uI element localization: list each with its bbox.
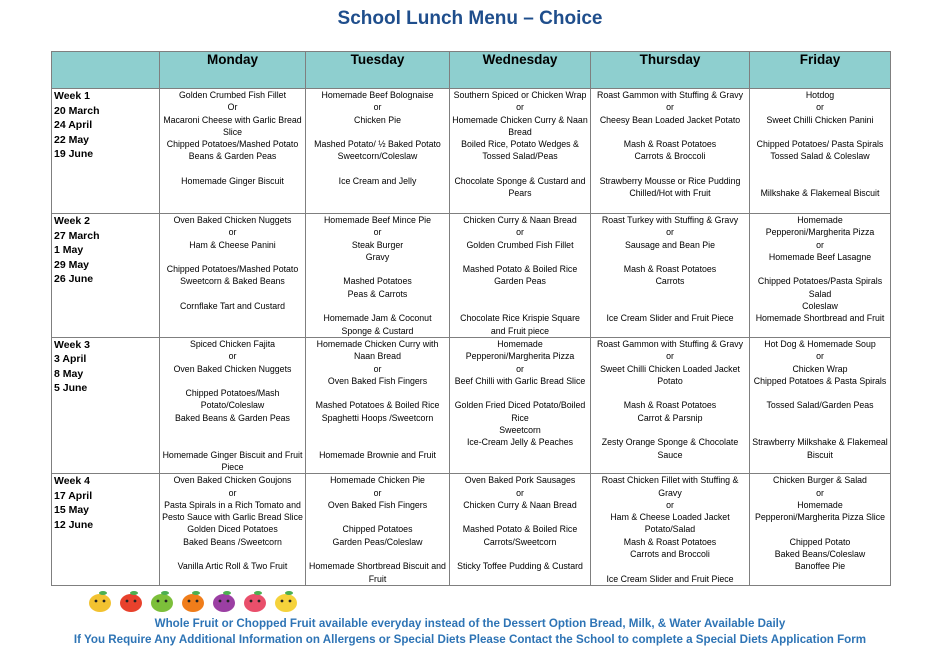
menu-line: Baked Beans/Coleslaw — [774, 549, 866, 560]
menu-line: Homemade Brownie and Fruit — [319, 449, 436, 460]
menu-line: Homemade Shortbread and Fruit — [755, 313, 885, 324]
menu-cell-monday — [160, 337, 306, 473]
menu-line — [752, 126, 888, 138]
menu-line: Oven Baked Pork Sausages — [464, 475, 576, 486]
menu-line: Oven Baked Chicken Nuggets — [173, 363, 292, 374]
menu-line: Cheesy Bean Loaded Jacket Potato — [599, 114, 741, 125]
menu-line — [593, 251, 747, 263]
menu-line: Homemade Beef Bolognaise — [321, 90, 434, 100]
menu-line: Cornflake Tart and Custard — [180, 301, 285, 312]
menu-line: Mash & Roast Potatoes — [623, 139, 717, 150]
fruit-character-icon — [89, 594, 111, 612]
week-name: Week 3 — [54, 338, 90, 351]
menu-line: Oven Baked Chicken Nuggets — [173, 215, 292, 225]
menu-line: Homemade Chicken Curry with Naan Bread — [316, 338, 439, 362]
menu-line: Chicken Pie — [354, 114, 401, 125]
menu-line — [308, 424, 447, 436]
menu-line: Ham & Cheese Panini — [189, 239, 276, 250]
week-date: 5 June — [54, 382, 88, 395]
menu-line: or — [816, 239, 824, 250]
day-header-row — [52, 52, 891, 89]
menu-cell-friday — [750, 337, 891, 473]
menu-line: Or — [227, 102, 238, 113]
menu-line — [752, 175, 888, 187]
week-date: 3 April — [54, 353, 87, 366]
menu-line — [593, 126, 747, 138]
menu-line — [452, 288, 588, 300]
fruit-eye-icon — [258, 600, 261, 603]
menu-line: or — [373, 363, 382, 374]
week-row-2 — [52, 214, 891, 338]
week-date: 22 May — [54, 133, 90, 146]
menu-body — [52, 89, 891, 586]
menu-line — [752, 163, 888, 175]
week-name: Week 4 — [54, 475, 90, 488]
fruit-leaf-icon — [161, 591, 169, 595]
week-name: Week 1 — [54, 90, 90, 102]
fruit-eye-icon — [134, 600, 137, 603]
week-date: 27 March — [54, 229, 100, 242]
menu-line: Carrot & Parsnip — [637, 412, 703, 423]
menu-line: Homemade Chicken Curry & Naan Bread — [452, 114, 588, 137]
menu-line — [162, 424, 303, 436]
menu-line: or — [228, 351, 237, 362]
menu-line: Roast Chicken Fillet with Stuffing & Gravy — [601, 475, 739, 498]
menu-line: Vanilla Artic Roll & Two Fruit — [177, 561, 288, 572]
menu-cell-wednesday — [450, 89, 591, 214]
fruit-leaf-icon — [192, 591, 200, 595]
menu-line: Tossed Salad & Coleslaw — [770, 151, 870, 162]
menu-line: Ham & Cheese Loaded Jacket Potato/Salad — [610, 512, 730, 535]
menu-line: or — [228, 227, 237, 238]
menu-line: Strawberry Mousse or Rice Pudding Chilled/Hot with Fruit — [599, 176, 741, 199]
menu-line: Chipped Potatoes/ Pasta Spirals — [756, 139, 884, 150]
fruit-eye-icon — [250, 600, 253, 603]
menu-line: Oven Baked Fish Fingers — [327, 375, 428, 386]
week-label-cell — [52, 337, 160, 473]
week-row-1 — [52, 89, 891, 214]
menu-cell-monday — [160, 474, 306, 586]
menu-line: Strawberry Milkshake & Flakemeal Biscuit — [752, 437, 888, 460]
menu-line: or — [228, 487, 237, 498]
menu-line — [752, 387, 888, 399]
menu-line: Ice Cream Slider and Fruit Piece — [606, 573, 734, 584]
menu-line: Carrots — [655, 276, 685, 287]
week-date: 29 May — [54, 258, 90, 271]
menu-line: Homemade Ginger Biscuit — [181, 176, 284, 187]
menu-line — [308, 126, 447, 138]
menu-line: Chicken Burger & Salad — [773, 475, 867, 486]
menu-line: or — [816, 487, 824, 498]
menu-line — [752, 424, 888, 436]
week-date: 19 June — [54, 148, 94, 160]
menu-cell-monday — [160, 214, 306, 338]
menu-line: Chocolate Sponge & Custard and Pears — [454, 176, 586, 199]
fruit-eye-icon — [95, 600, 98, 603]
menu-line: Homemade — [797, 215, 843, 225]
menu-line: Oven Baked Fish Fingers — [327, 499, 428, 510]
menu-cell-wednesday — [450, 337, 591, 473]
menu-line — [593, 163, 747, 175]
menu-line — [162, 251, 303, 263]
menu-line — [308, 548, 447, 560]
menu-line: Pasta Spirals in a Rich Tomato and Pesto Sauce with Garlic Bread Slice — [162, 499, 303, 523]
menu-line: Steak Burger — [351, 239, 404, 250]
menu-line: Mashed Potato/ ½ Baked Potato — [314, 139, 441, 150]
week-date: 8 May — [54, 367, 84, 380]
fruit-character-icon — [151, 594, 173, 612]
week-date: 20 March — [54, 104, 100, 117]
menu-line: Chocolate Rice Krispie Square and Fruit piece — [460, 313, 580, 336]
menu-line — [452, 251, 588, 263]
menu-line: Chipped Potatoes/Mash Potato/Coleslaw — [185, 388, 280, 411]
week-label-cell — [52, 89, 160, 214]
day-header-tuesday: Tuesday — [306, 52, 450, 89]
menu-line: Milkshake & Flakemeal Biscuit — [760, 188, 880, 199]
menu-line: Ice-Cream Jelly & Peaches — [466, 437, 574, 448]
menu-line: Baked Beans /Sweetcorn — [183, 536, 282, 547]
menu-line: Peas & Carrots — [347, 288, 408, 299]
menu-line: Sweetcorn — [499, 425, 541, 436]
menu-line: Garden Peas — [494, 276, 546, 287]
day-header-monday: Monday — [160, 52, 306, 89]
menu-line: Tossed Salad/Garden Peas — [766, 400, 874, 411]
fruit-leaf-icon — [223, 591, 231, 595]
menu-line — [162, 163, 303, 175]
menu-line: Mashed Potatoes — [343, 276, 412, 287]
menu-line: Golden Crumbed Fish Fillet — [466, 239, 574, 250]
menu-line: Pepperoni/Margherita Pizza — [465, 351, 575, 362]
menu-cell-tuesday — [306, 474, 450, 586]
menu-line: Roast Turkey with Stuffing & Gravy — [601, 215, 739, 225]
menu-line: Chipped Potatoes/Mashed Potato — [166, 264, 299, 275]
menu-line: Beef Chilli with Garlic Bread Slice — [454, 375, 586, 386]
day-header-wednesday: Wednesday — [450, 52, 591, 89]
menu-line: Homemade Ginger Biscuit and Fruit Piece — [162, 449, 303, 472]
fruit-character-icon — [213, 594, 235, 612]
menu-line: Spaghetti Hoops /Sweetcorn — [321, 412, 434, 423]
fruit-leaf-icon — [130, 591, 138, 595]
menu-line: or — [516, 363, 524, 374]
menu-line: Southern Spiced or Chicken Wrap — [453, 90, 587, 100]
menu-line: Mashed Potato & Boiled Rice — [462, 524, 578, 535]
menu-line: Roast Gammon with Stuffing & Gravy — [596, 338, 744, 349]
menu-line — [162, 548, 303, 560]
menu-line — [452, 163, 588, 175]
menu-line: Hotdog — [805, 90, 835, 100]
week-row-3 — [52, 337, 891, 473]
menu-cell-monday — [160, 89, 306, 214]
menu-line: or — [816, 351, 824, 362]
menu-line: Homemade Chicken Pie — [330, 475, 425, 486]
menu-line: Homemade Beef Lasagne — [768, 251, 872, 262]
menu-cell-tuesday — [306, 214, 450, 338]
week-date: 26 June — [54, 273, 94, 285]
menu-line: Homemade — [497, 338, 543, 349]
day-header-thursday: Thursday — [591, 52, 750, 89]
menu-line: or — [516, 102, 524, 113]
menu-line: or — [516, 487, 524, 498]
menu-line: Chipped Potato — [789, 536, 851, 547]
menu-line: Sweet Chilli Chicken Panini — [766, 114, 874, 125]
menu-line: Pepperoni/Margherita Pizza Slice — [754, 512, 886, 523]
menu-line — [308, 263, 447, 275]
menu-line: Sticky Toffee Pudding & Custard — [457, 561, 583, 572]
menu-line: Homemade Jam & Coconut Sponge & Custard — [323, 313, 432, 336]
header-corner — [52, 52, 160, 89]
menu-cell-wednesday — [450, 214, 591, 338]
footer-allergens-note: If You Require Any Additional Information on Allergens or Special Diets Please Contact the School to complete a Special Diets Application Form — [73, 633, 867, 646]
menu-cell-friday — [750, 474, 891, 586]
menu-line — [752, 523, 888, 535]
week-date: 15 May — [54, 504, 90, 517]
day-header-friday: Friday — [750, 52, 891, 89]
menu-line: Ice Cream and Jelly — [338, 176, 417, 187]
week-date: 12 June — [54, 518, 94, 531]
menu-line: or — [666, 351, 674, 362]
menu-line: Chicken Wrap — [792, 363, 848, 374]
menu-line: or — [373, 102, 382, 113]
fruit-eye-icon — [157, 600, 160, 603]
menu-line — [162, 375, 303, 387]
week-row-4 — [52, 474, 891, 586]
fruit-characters-icon — [86, 589, 316, 615]
menu-line — [452, 387, 588, 399]
menu-line: Ice Cream Slider and Fruit Piece — [606, 313, 734, 324]
menu-line — [452, 511, 588, 523]
menu-line — [162, 288, 303, 300]
menu-line: or — [816, 102, 824, 113]
menu-cell-thursday — [591, 89, 750, 214]
menu-line — [752, 263, 888, 275]
menu-line: or — [666, 102, 674, 113]
menu-line — [593, 424, 747, 436]
menu-line — [308, 387, 447, 399]
menu-line: Gravy — [365, 251, 390, 262]
fruit-eye-icon — [103, 600, 106, 603]
menu-line: Golden Diced Potatoes — [187, 524, 278, 535]
menu-line — [593, 560, 747, 572]
menu-line: Coleslaw — [802, 301, 838, 312]
page-title: School Lunch Menu – Choice — [337, 8, 603, 29]
menu-cell-thursday — [591, 474, 750, 586]
week-date: 17 April — [54, 489, 93, 502]
menu-line: Mashed Potato & Boiled Rice — [462, 264, 578, 275]
menu-line: Mash & Roast Potatoes — [623, 536, 717, 547]
menu-line: Sausage and Bean Pie — [625, 239, 715, 250]
menu-line: Golden Crumbed Fish Fillet — [178, 90, 287, 100]
menu-cell-friday — [750, 89, 891, 214]
fruit-leaf-icon — [254, 591, 262, 595]
fruit-eye-icon — [219, 600, 222, 603]
menu-line — [162, 436, 303, 448]
fruit-eye-icon — [227, 600, 230, 603]
fruit-eye-icon — [165, 600, 168, 603]
fruit-leaf-icon — [285, 591, 293, 595]
fruit-eye-icon — [281, 600, 284, 603]
menu-line: Spiced Chicken Fajita — [189, 338, 276, 349]
menu-line: Oven Baked Chicken Goujons — [173, 475, 292, 486]
fruit-character-icon — [120, 594, 142, 612]
fruit-eye-icon — [188, 600, 191, 603]
week-label-cell — [52, 214, 160, 338]
menu-line: Sweetcorn/Coleslaw — [337, 151, 418, 162]
menu-line — [308, 300, 447, 312]
menu-cell-tuesday — [306, 89, 450, 214]
menu-line: Mashed Potatoes & Boiled Rice — [315, 400, 440, 411]
menu-line: or — [373, 487, 382, 498]
fruit-character-icon — [275, 594, 297, 612]
menu-line: Chicken Curry & Naan Bread — [463, 215, 577, 225]
menu-line: Homemade — [797, 499, 843, 510]
menu-line: or — [666, 499, 674, 510]
fruit-eye-icon — [196, 600, 199, 603]
fruit-leaf-icon — [99, 591, 107, 595]
menu-line — [752, 412, 888, 424]
menu-line: Homemade Shortbread Biscuit and Fruit — [309, 561, 446, 584]
menu-line: Hot Dog & Homemade Soup — [764, 338, 876, 349]
menu-line: Chipped Potatoes & Pasta Spirals — [753, 375, 887, 386]
menu-line: Banoffee Pie — [794, 561, 846, 572]
menu-line: Carrots/Sweetcorn — [483, 536, 557, 547]
week-date: 1 May — [54, 244, 84, 256]
week-date: 24 April — [54, 119, 93, 131]
menu-line: Chicken Curry & Naan Bread — [463, 499, 577, 510]
menu-line: Mash & Roast Potatoes — [623, 264, 717, 275]
menu-line — [308, 163, 447, 175]
menu-line: Roast Gammon with Stuffing & Gravy — [596, 90, 744, 100]
menu-line: Macaroni Cheese with Garlic Bread Slice — [163, 114, 302, 137]
week-label-cell — [52, 474, 160, 586]
menu-line: Sweetcorn & Baked Beans — [180, 276, 285, 287]
menu-line: Boiled Rice, Potato Wedges & Tossed Salad/Peas — [461, 139, 579, 162]
menu-line: Baked Beans & Garden Peas — [175, 412, 290, 423]
menu-line: Beans & Garden Peas — [188, 151, 277, 162]
menu-cell-tuesday — [306, 337, 450, 473]
menu-line — [593, 300, 747, 312]
footer-fruit-note: Whole Fruit or Chopped Fruit available everyday instead of the Dessert Option Bread, Milk, & Water Available Daily — [154, 617, 786, 630]
menu-line: Carrots and Broccoli — [630, 549, 710, 560]
menu-line — [593, 387, 747, 399]
menu-line: Chipped Potatoes/Mashed Potato — [166, 139, 299, 150]
fruit-eye-icon — [126, 600, 129, 603]
menu-cell-wednesday — [450, 474, 591, 586]
menu-cell-thursday — [591, 214, 750, 338]
fruit-character-icon — [182, 594, 204, 612]
menu-line — [308, 436, 447, 448]
menu-line: Salad — [808, 288, 832, 299]
menu-cell-friday — [750, 214, 891, 338]
menu-line: Zesty Orange Sponge & Chocolate Sauce — [601, 437, 739, 460]
menu-line: or — [666, 227, 674, 238]
menu-line: Chipped Potatoes/Pasta Spirals — [757, 276, 883, 287]
menu-line: Garden Peas/Coleslaw — [332, 536, 423, 547]
menu-line: Mash & Roast Potatoes — [623, 400, 717, 411]
menu-line: Golden Fried Diced Potato/Boiled Rice — [454, 400, 586, 423]
menu-line: Pepperoni/Margherita Pizza — [765, 227, 875, 238]
fruit-eye-icon — [289, 600, 292, 603]
fruit-character-icon — [244, 594, 266, 612]
menu-cell-thursday — [591, 337, 750, 473]
menu-line — [593, 288, 747, 300]
menu-line: Carrots & Broccoli — [634, 151, 706, 162]
week-name: Week 2 — [54, 215, 90, 227]
menu-line — [452, 300, 588, 312]
menu-line — [308, 511, 447, 523]
menu-line: Homemade Beef Mince Pie — [323, 215, 432, 225]
menu-line: or — [516, 227, 524, 238]
menu-table — [51, 51, 891, 586]
menu-line: Sweet Chilli Chicken Loaded Jacket Potato — [600, 363, 740, 386]
menu-line — [452, 548, 588, 560]
menu-line: or — [373, 227, 382, 238]
menu-line: Chipped Potatoes — [342, 524, 413, 535]
